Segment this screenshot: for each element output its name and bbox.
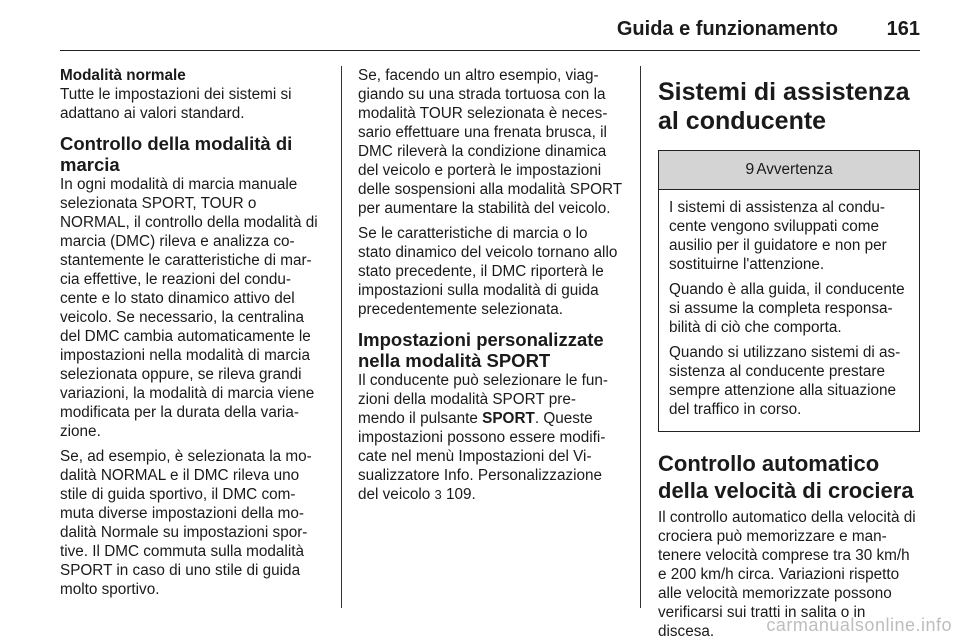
heading-sistemi-assistenza: Sistemi di assistenza al conducente [658, 78, 910, 135]
paragraph [358, 371, 622, 504]
heading-controllo-modalita: Controllo della modalità di marcia [60, 133, 293, 175]
paragraph: In ogni modalità di marcia manuale selezionata SPORT, TOUR o NORMAL, il controllo della modalità di marcia (DMC) rileva e analizza co-stantemente le caratteristiche di mar-cia effettive, le reazioni del condu-cente e lo stato dinamico attivo del veicolo. Se necessario, la centralina del DMC cambia automaticamente le impostazioni nella modalità di marcia selezionata oppure, se rileva grandi variazioni, la modalità di marcia viene modificata per la durata della varia-zione. [60, 176, 318, 440]
page-header [60, 14, 920, 51]
column-divider [341, 66, 342, 608]
warning-header [659, 151, 919, 190]
column-middle [358, 66, 622, 612]
paragraph: Il controllo automatico della velocità di crociera può memorizzare e man-tenere velocità comprese tra 30 km/h e 200 km/h circa. Variazioni rispetto alle velocità memorizzate possono verificarsi sui tratti in salita o in discesa. [658, 509, 916, 640]
warning-box [658, 150, 920, 432]
paragraph: Se, facendo un altro esempio, viag-giando su una strada tortuosa con la modalità TOUR selezionata è neces-sario effettuare una frenata brusca, il DMC rileverà la condizione dinamica del veicolo e porterà le impostazioni delle sospensioni alla modalità SPORT per aumentare la stabilità del veicolo. [358, 67, 622, 217]
text: . Queste impostazioni possono essere modifi-cate nel menù Impostazioni del Vi-sualizzatore Info. Personalizzazione del veicolo [358, 410, 606, 503]
page-number: 161 [886, 18, 920, 40]
paragraph: Se le caratteristiche di marcia o lo stato dinamico del veicolo tornano allo stato precedente, il DMC riporterà le impostazioni sulla modalità di guida precedentemente selezionata. [358, 225, 618, 318]
warning-icon: 9 [745, 161, 755, 178]
paragraph: Quando è alla guida, il conducente si assume la completa responsa-bilità di ciò che comporta. [669, 281, 905, 336]
sport-button-label: SPORT [482, 410, 535, 427]
heading-cruise-control: Controllo automatico della velocità di crociera [658, 451, 914, 503]
warning-label: Avvertenza [756, 161, 833, 178]
paragraph: I sistemi di assistenza al condu-cente vengono sviluppati come ausilio per il guidatore e non per sostituirne l'attenzione. [669, 199, 887, 273]
watermark: carmanualsonline.info [766, 615, 952, 635]
heading-impostazioni-sport: Impostazioni personalizzate nella modalità SPORT [358, 329, 604, 371]
heading-modalita-normale: Modalità normale [60, 67, 186, 84]
header-title: Guida e funzionamento [616, 18, 838, 40]
paragraph: Tutte le impostazioni dei sistemi si adattano ai valori standard. [60, 86, 292, 122]
column-divider [640, 66, 641, 608]
page-reference-arrow-icon: 3 [434, 487, 442, 502]
page-reference[interactable]: 109. [441, 486, 476, 503]
warning-body [659, 190, 919, 431]
paragraph: Se, ad esempio, è selezionata la mo-dalità NORMAL e il DMC rileva uno stile di guida sportivo, il DMC com-muta diverse impostazioni della mo-dalità Normale su impostazioni spor-tive. Il DMC commuta sulla modalità SPORT in caso di uno stile di guida molto sportivo. [60, 448, 312, 598]
paragraph: Quando si utilizzano sistemi di as-sistenza al conducente prestare sempre attenzione alla situazione del traffico in corso. [669, 344, 901, 418]
text: Il conducente può selezionare le fun-zioni della modalità SPORT pre-mendo il pulsante [358, 372, 609, 427]
column-left [60, 66, 322, 612]
